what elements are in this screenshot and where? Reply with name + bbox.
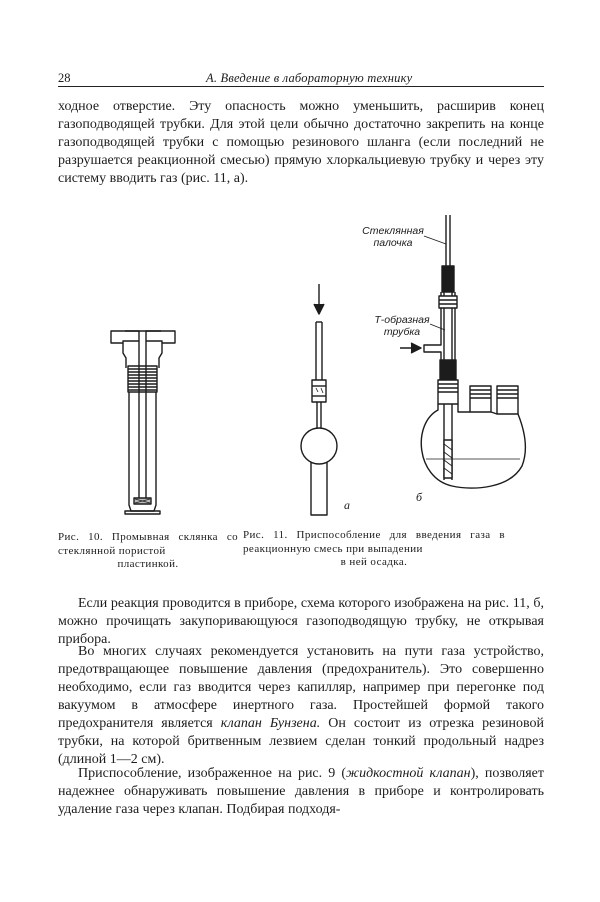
running-title: А. Введение в лабораторную технику (206, 71, 413, 85)
drawing-b (400, 215, 525, 488)
paragraph-1: ходное отверстие. Эту опасность можно уменьшить, расширив конец газоподводящей трубки. Для этой цели обычно достаточно закрепить на конце газоподводящей трубки с помощью резинового шланга (если последний не разрушается реакционной смесью) прямую хлоркальциевую трубку и через эту систему вводить газ (рис. 11, а). (58, 99, 544, 186)
page-number: 28 (58, 71, 71, 85)
bunsen-valve-term: клапан Бунзена. (220, 716, 321, 731)
paragraph-3: Во многих случаях рекомендуется установить на пути газа устройство, предотвращающее повышение давления (предохранитель). Это совершенно необходимо, если газ вводится через капилляр, например при перегонке под вакуумом в атмосфере инертного газа. Простейшей формой такого предохранителя является клапан Бунзена. Он состоит из отрезка резиновой трубки, на которой бритвенным лезвием сделан тонкий продольный надрез (длиной 1—2 см). (58, 644, 544, 767)
figure-11-caption: Рис. 11. Приспособление для введения газа в реакционную смесь при выпадении в ней осадка. (243, 529, 505, 568)
part-b-label: б (416, 490, 423, 504)
paragraph-2: Если реакция проводится в приборе, схема которого изображена на рис. 11, б, можно прочищать закупоривающуюся газоподводящую трубку, не открывая прибора. (58, 596, 544, 647)
t-tube-label: Т-образная трубка (374, 314, 430, 338)
glass-rod-label: Стеклянная палочка (362, 225, 424, 249)
paragraph-4: Приспособление, изображенное на рис. 9 (жидкостной клапан), позволяет надежнее обнаруживать повышение давления в приборе и контролировать удаление газа через клапан. Подбирая подходя- (58, 766, 544, 817)
drawing-a (301, 284, 337, 515)
figure-10-caption: Рис. 10. Промывная склянка со стеклянной пористой пластинкой. (58, 531, 238, 570)
liquid-valve-term: жидкостной клапан (346, 766, 471, 781)
wash-bottle-drawing (111, 331, 175, 514)
part-a-label: а (344, 498, 350, 512)
